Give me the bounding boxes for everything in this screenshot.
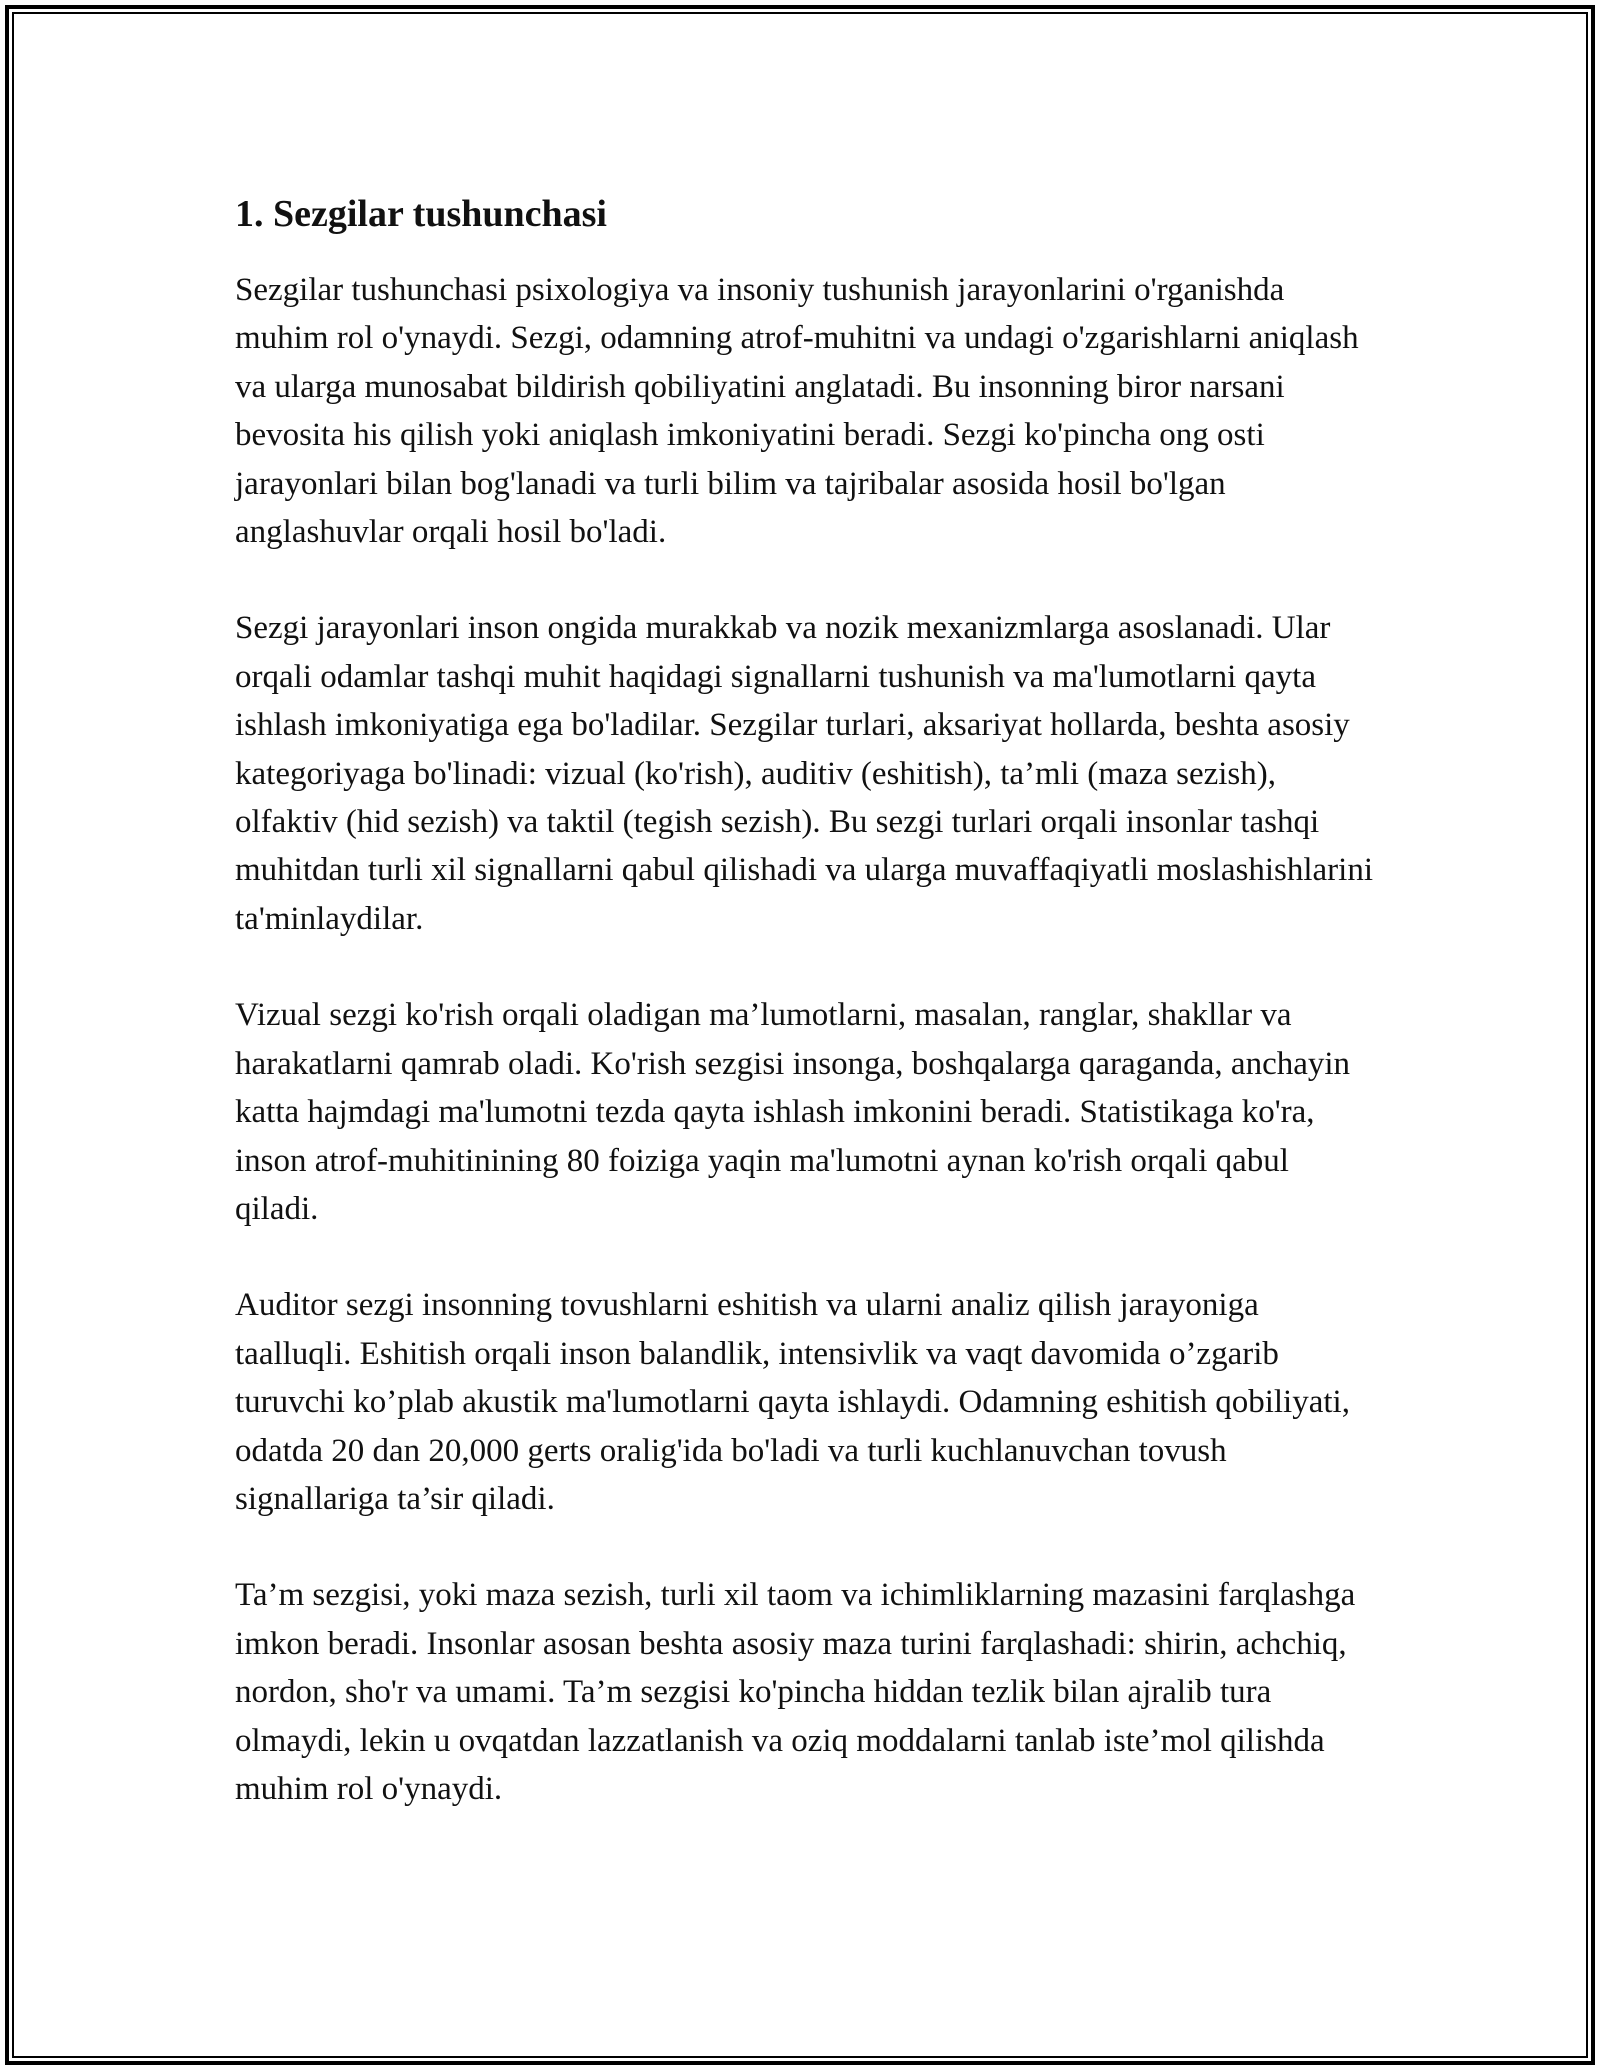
paragraph-sezgilar-tushunchasi: Sezgilar tushunchasi psixologiya va insoniy tushunish jarayonlarini o'rganishda muhim rol o'ynaydi. Sezgi, odamning atrof-muhitni va undagi o'zgarishlarni aniqlash va ularga munosabat bildirish qobiliyatini anglatadi. Bu insonning biror narsani bevosita his qilish yoki aniqlash imkoniyatini beradi. Sezgi ko'pincha ong osti jarayonlari bilan bog'lanadi va turli bilim va tajribalar asosida hosil bo'lgan anglashuvlar orqali hosil bo'ladi. [235, 272, 1359, 551]
paragraph-auditor-sezgi: Auditor sezgi insonning tovushlarni eshitish va ularni analiz qilish jarayoniga taalluqli. Eshitish orqali inson balandlik, intensivlik va vaqt davomida o’zgarib turuvchi ko’plab akustik ma'lumotlarni qayta ishlaydi. Odamning eshitish qobiliyati, odatda 20 dan 20,000 gerts oralig'ida bo'ladi va turli kuchlanuvchan tovush signallariga ta’sir qiladi. [235, 1287, 1350, 1517]
paragraph-vizual-sezgi: Vizual sezgi ko'rish orqali oladigan ma’lumotlarni, masalan, ranglar, shakllar va harakatlarni qamrab oladi. Ko'rish sezgisi insonga, boshqalarga qaraganda, anchayin katta hajmdagi ma'lumotni tezda qayta ishlash imkonini beradi. Statistikaga ko'ra, inson atrof-muhitinining 80 foiziga yaqin ma'lumotni aynan ko'rish orqali qabul qiladi. [235, 997, 1351, 1227]
document-body [235, 190, 1375, 1861]
section-heading: 1. Sezgilar tushunchasi [235, 193, 607, 235]
paragraph-tam-sezgisi: Ta’m sezgisi, yoki maza sezish, turli xil taom va ichimliklarning mazasini farqlashga imkon beradi. Insonlar asosan beshta asosiy maza turini farqlashadi: shirin, achchiq, nordon, sho'r va umami. Ta’m sezgisi ko'pincha hiddan tezlik bilan ajralib tura olmaydi, lekin u ovqatdan lazzatlanish va oziq moddalarni tanlab iste’mol qilishda muhim rol o'ynaydi. [235, 1577, 1356, 1807]
paragraph-sezgi-jarayonlari: Sezgi jarayonlari inson ongida murakkab va nozik mexanizmlarga asoslanadi. Ular orqali odamlar tashqi muhit haqidagi signallarni tushunish va ma'lumotlarni qayta ishlash imkoniyatiga ega bo'ladilar. Sezgilar turlari, aksariyat hollarda, beshta asosiy kategoriyaga bo'linadi: vizual (ko'rish), auditiv (eshitish), ta’mli (maza sezish), olfaktiv (hid sezish) va taktil (tegish sezish). Bu sezgi turlari orqali insonlar tashqi muhitdan turli xil signallarni qabul qilishadi va ularga muvaffaqiyatli moslashishlarini ta'minlaydilar. [235, 610, 1374, 937]
